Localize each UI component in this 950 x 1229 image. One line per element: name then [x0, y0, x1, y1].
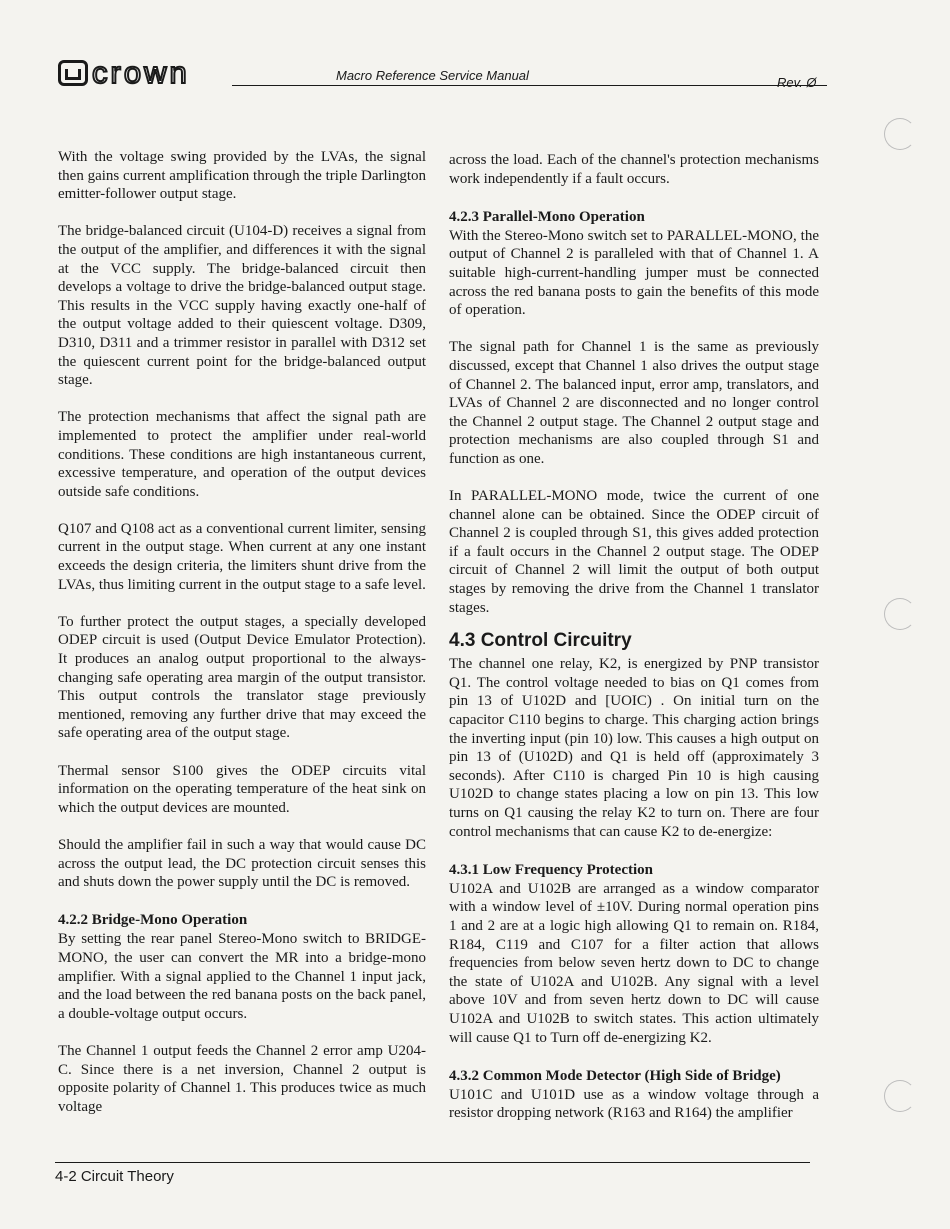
paragraph: By setting the rear panel Stereo-Mono switch to BRIDGE-MONO, the user can convert the MR into a bridge-mono amplifier. With a signal applied to the Channel 1 input jack, and the load between the red banana posts on the back panel, a double-voltage output occurs.: [58, 931, 426, 1022]
left-column: [58, 148, 426, 1135]
paragraph: The channel one relay, K2, is energized by PNP transistor Q1. The control voltage needed to bias on Q1 comes from pin 13 of U102D and [UOIC) . On initial turn on the capacitor C110 begins to charge. This charging action brings the inverting input (pin 10) low. This causes a high output on pin 13 of (U102D) and Q1 is held off (approximately 3 seconds). After C110 is charged Pin 10 is high causing U102D to change states placing a low on pin 13. This low turns on Q1 causing the relay K2 to turn on. There are four control mechanisms that can cause K2 to de-energize:: [449, 656, 819, 840]
paragraph: In PARALLEL-MONO mode, twice the current of one channel alone can be obtained. Since the ODEP circuit of Channel 2 is coupled through S1, this gives added protection if a fault occurs in the Channel 2 output stage. The ODEP circuit of Channel 2 will limit the output of both output stages by removing the drive from the Channel 1 translator stages.: [449, 488, 819, 616]
paragraph: U101C and U101D use as a window voltage through a resistor dropping network (R163 and R164) the amplifier: [449, 1086, 819, 1122]
paragraph: The signal path for Channel 1 is the same as previously discussed, except that Channel 1 also drives the output stage of Channel 2. The balanced input, error amp, translators, and LVAs of Channel 2 are disconnected and no longer control the Channel 2 output stage. The Channel 2 output stage and protection mechanisms are also coupled through S1 and function as one.: [449, 339, 819, 467]
section-heading-4-3: 4.3 Control Circuitry: [449, 630, 632, 652]
punch-hole-icon: [884, 118, 916, 150]
right-column: [449, 151, 819, 1142]
paragraph: The Channel 1 output feeds the Channel 2 error amp U204-C. Since there is a net inversion, Channel 2 output is opposite polarity of Channel 1. This produces twice as much voltage: [58, 1042, 426, 1115]
paragraph: With the Stereo-Mono switch set to PARALLEL-MONO, the output of Channel 2 is paralleled with that of Channel 1. A suitable high-current-handling jumper must be connected across the red banana posts to gain the benefits of this mode of operation.: [449, 227, 819, 319]
paragraph: To further protect the output stages, a specially developed ODEP circuit is used (Output Device Emulator Protection). It produces an analog output proportional to the always-changing safe operating area margin of the output transistor. This output controls the translator stage previously mentioned, removing any further drive that may exceed the safe operating area of the output stage.: [58, 613, 426, 742]
paragraph: The protection mechanisms that affect the signal path are implemented to protect the amplifier under real-world conditions. These conditions are high instantaneous current, excessive temperature, and operation of the output devices outside safe conditions.: [58, 409, 426, 500]
section-heading-4-2-3: 4.2.3 Parallel-Mono Operation: [449, 208, 645, 225]
footer-divider: [55, 1162, 810, 1163]
section-heading-4-3-2: 4.3.2 Common Mode Detector (High Side of Bridge): [449, 1067, 781, 1084]
paragraph: across the load. Each of the channel's protection mechanisms work independently if a fault occurs.: [449, 152, 819, 187]
crown-icon: [58, 60, 88, 86]
punch-hole-icon: [884, 598, 916, 630]
section-heading-4-2-2: 4.2.2 Bridge-Mono Operation: [58, 912, 248, 929]
paragraph: With the voltage swing provided by the LVAs, the signal then gains current amplification through the triple Darlington emitter-follower output stage.: [58, 149, 426, 203]
paragraph: Q107 and Q108 act as a conventional current limiter, sensing current in the output stage. When current at any one instant exceeds the design criteria, the limiters shunt drive from the LVAs, thus limiting current in the output stage to a safe level.: [58, 520, 426, 593]
paragraph: U102A and U102B are arranged as a window comparator with a window level of ±10V. During normal operation pins 1 and 2 are at a logic high allowing Q1 to remain on. R184, R184, C119 and C107 for a filter action that allows frequencies from below seven hertz down to DC to change the state of U102A and U102B. Any signal with a level above 10V and from seven hertz down to DC will cause U102A and U102B to switch states. This action ultimately will cause Q1 to Turn off de-energizing K2.: [449, 880, 819, 1046]
section-heading-4-3-1: 4.3.1 Low Frequency Protection: [449, 861, 654, 878]
punch-hole-icon: [884, 1080, 916, 1112]
crown-logo: [58, 55, 190, 90]
header-divider: [232, 85, 827, 86]
revision-label: Rev. Ø: [777, 75, 817, 90]
paragraph: Thermal sensor S100 gives the ODEP circuits vital information on the operating temperature of the heat sink on which the output devices are mounted.: [58, 762, 426, 816]
manual-title: Macro Reference Service Manual: [336, 68, 529, 83]
logo-text: crown: [92, 55, 190, 90]
paragraph: The bridge-balanced circuit (U104-D) receives a signal from the output of the amplifier, and differences it with the signal at the VCC supply. The bridge-balanced circuit then develops a voltage to drive the bridge-balanced output stage. This results in the VCC supply having exactly one-half of the output voltage added to their quiescent voltage. D309, D310, D311 and a trimmer resistor in parallel with D312 set the quiescent current point for the bridge-balanced output stage.: [58, 223, 426, 389]
page-footer: 4-2 Circuit Theory: [55, 1168, 174, 1185]
paragraph: Should the amplifier fail in such a way that would cause DC across the output lead, the DC protection circuit senses this and shuts down the power supply until the DC is removed.: [58, 836, 426, 891]
